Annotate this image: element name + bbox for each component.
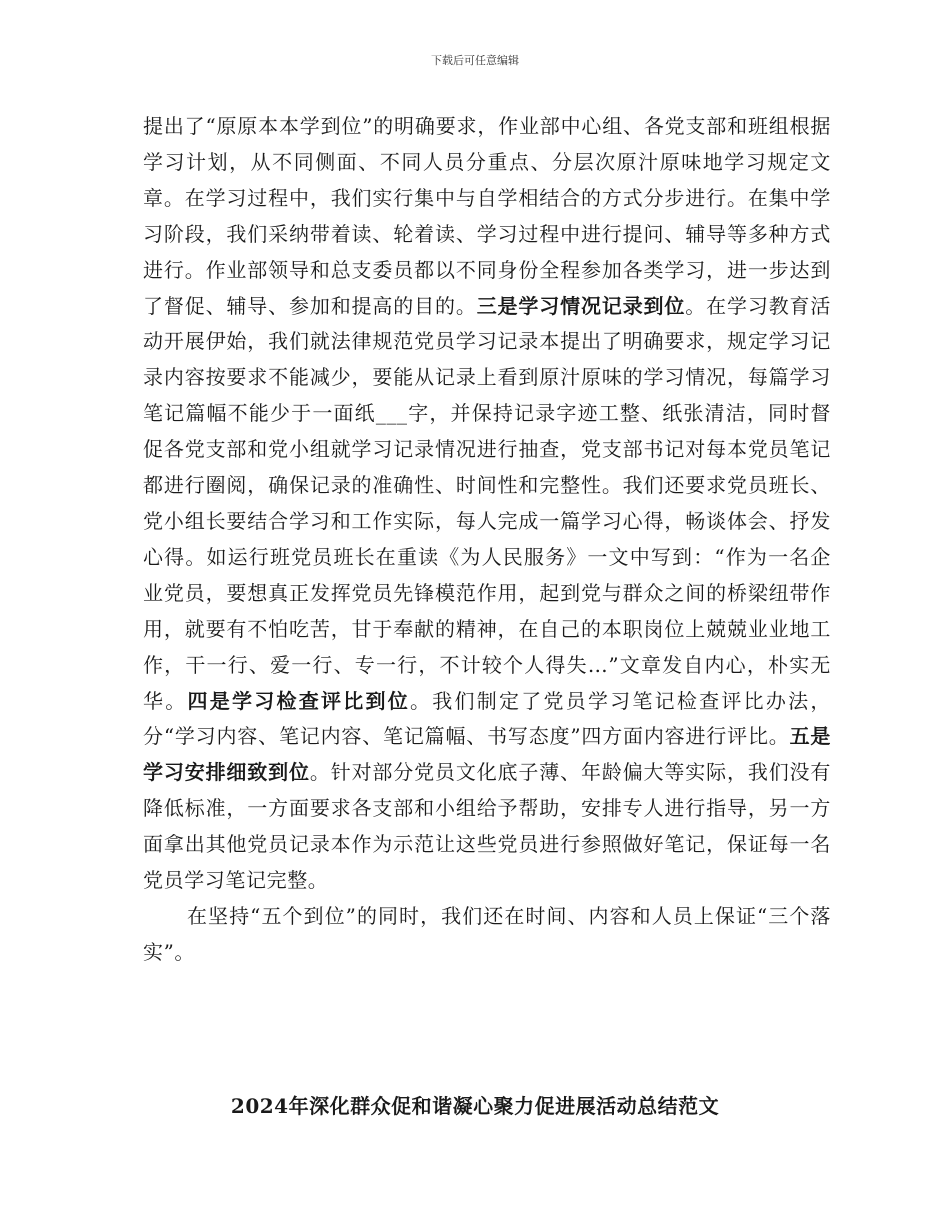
body-text: 。我们制定了党员学习笔记检查评比办法，分“学习内容、笔记内容、笔记篇幅、书写态度”四方面内容进行评比。: [143, 688, 832, 749]
document-title: 2024年深化群众促和谐凝心聚力促进展活动总结范文: [230, 1094, 720, 1118]
body-paragraph: 在坚持“五个到位”的同时，我们还在时间、内容和人员上保证“三个落实”。: [143, 903, 831, 964]
body-text: 提出了“原原本本学到位”的明确要求，作业部中心组、各党支部和班组根据学习计划，从不同侧面、不同人员分重点、分层次原汁原味地学习规定文章。在学习过程中，我们实行集中与自学相结合的方式分步进行。在集中学习阶段，我们采纳带着读、轮着读、学习过程中进行提问、辅导等多种方式进行。作业部领导和总支委员都以不同身份全程参加各类学习，进一步达到了督促、辅导、参加和提高的目的。: [143, 114, 831, 318]
bold-heading-five: 五是学习安排细致到位: [143, 724, 831, 785]
bold-heading-four: 四是学习检查评比到位: [187, 688, 410, 713]
page-header-note: 下载后可任意编辑: [431, 54, 519, 67]
bold-heading-three: 三是学习情况记录到位: [476, 293, 686, 318]
body-text: 。针对部分党员文化底子薄、年龄偏大等实际，我们没有降低标准，一方面要求各支部和小组给予帮助，安排专人进行指导，另一方面拿出其他党员记录本作为示范让这些党员进行参照做好笔记，保证每一名党员学习笔记完整。: [143, 760, 831, 893]
body-text: 。在学习教育活动开展伊始，我们就法律规范党员学习记录本提出了明确要求，规定学习记录内容按要求不能减少，要能从记录上看到原汁原味的学习情况，每篇学习笔记篇幅不能少于一面纸___字，并保持记录字迹工整、纸张清洁，同时督促各党支部和党小组就学习记录情况进行抽查，党支部书记对每本党员笔记都进行圈阅，确保记录的准确性、时间性和完整性。我们还要求党员班长、党小组长要结合学习和工作实际，每人完成一篇学习心得，畅谈体会、抒发心得。如运行班党员班长在重读《为人民服务》一文中写到：“作为一名企业党员，要想真正发挥党员先锋模范作用，起到党与群众之间的桥梁纽带作用，就要有不怕吃苦，甘于奉献的精神，在自己的本职岗位上兢兢业业地工作，干一行、爱一行、专一行，不计较个人得失…”文章发自内心，朴实无华。: [143, 293, 832, 713]
document-body: [143, 109, 831, 971]
body-paragraph: [143, 109, 831, 899]
